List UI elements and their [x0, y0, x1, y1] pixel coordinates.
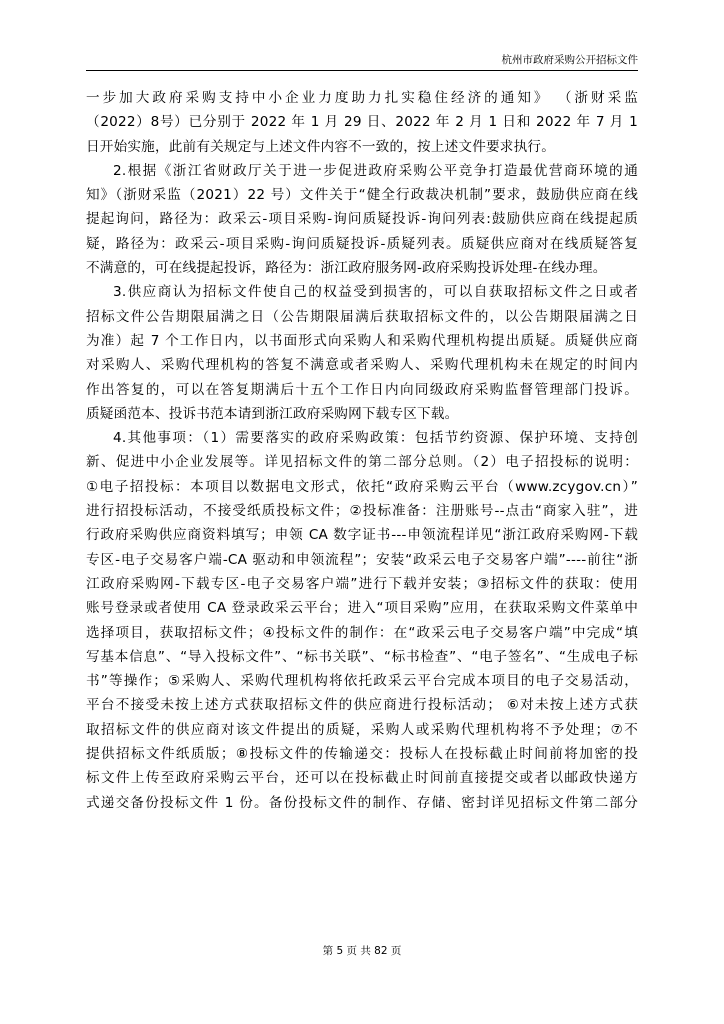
- text-line: （2022）8号）已分别于 2022 年 1 月 29 日、2022 年 2 月 1 日和 2022 年 7 月 1: [86, 114, 638, 131]
- text-line: 新、促进中小企业发展等。详见招标文件的第二部分总则。（2）电子招投标的说明：: [86, 454, 638, 471]
- text-line: 平台不接受未按上述方式获取招标文件的供应商进行投标活动； ⑥对未按上述方式获: [86, 697, 638, 714]
- body-text: [86, 86, 638, 815]
- text-line: 江政府采购网-下载专区-电子交易客户端”进行下载并安装；③招标文件的获取：使用: [86, 575, 638, 592]
- text-line: ①电子招投标：本项目以数据电文形式，依托“政府采购云平台（www.zcygov.cn）”: [86, 478, 638, 495]
- text-line: 写基本信息”、“导入投标文件”、“标书关联”、“标书检查”、“电子签名”、“生成电子标: [86, 648, 638, 665]
- text-line: 不满意的，可在线提起投诉，路径为：浙江政府服务网-政府采购投诉处理-在线办理。: [86, 260, 607, 277]
- text-line: 作出答复的，可以在答复期满后十五个工作日内向同级政府采购监督管理部门投诉。: [86, 381, 638, 398]
- text-line: 3.供应商认为招标文件使自己的权益受到损害的，可以自获取招标文件之日或者: [113, 284, 638, 301]
- text-line: 为准）起 7 个工作日内，以书面形式向采购人和采购代理机构提出质疑。质疑供应商: [86, 332, 638, 349]
- text-line: 提起询问，路径为：政采云-项目采购-询问质疑投诉-询问列表:鼓励供应商在线提起质: [86, 211, 638, 228]
- text-line: 取招标文件的供应商对该文件提出的质疑，采购人或采购代理机构将不予处理；⑦不: [86, 721, 638, 738]
- page-header-title: 杭州市政府采购公开招标文件: [501, 54, 638, 66]
- text-line: 式递交备份投标文件 1 份。备份投标文件的制作、存储、密封详见招标文件第二部分: [86, 794, 638, 811]
- text-line: 书”等操作；⑤采购人、采购代理机构将依托政采云平台完成本项目的电子交易活动，: [86, 673, 638, 690]
- text-line: 专区-电子交易客户端-CA 驱动和申领流程”；安装“政采云电子交易客户端”----前往“浙: [86, 551, 638, 568]
- text-line: 招标文件公告期限届满之日（公告期限届满后获取招标文件的，以公告期限届满之日: [86, 308, 638, 325]
- text-line: 4.其他事项：（1）需要落实的政府采购政策：包括节约资源、保护环境、支持创: [113, 430, 638, 447]
- text-line: 质疑函范本、投诉书范本请到浙江政府采购网下载专区下载。: [86, 405, 459, 422]
- page-number: 第 5 页 共 82 页: [322, 945, 402, 957]
- text-line: 选择项目，获取招标文件；④投标文件的制作：在“政采云电子交易客户端”中完成“填: [86, 624, 638, 641]
- text-line: 知》（浙财采监（2021）22 号）文件关于“健全行政裁决机制”要求，鼓励供应商在线: [86, 187, 638, 204]
- text-line: 进行招投标活动，不接受纸质投标文件；②投标准备：注册账号--点击“商家入驻”，进: [86, 503, 638, 520]
- text-line: 提供招标文件纸质版；⑧投标文件的传输递交：投标人在投标截止时间前将加密的投: [86, 746, 638, 763]
- header-divider: [86, 70, 638, 71]
- text-line: 标文件上传至政府采购云平台，还可以在投标截止时间前直接提交或者以邮政快递方: [86, 770, 638, 787]
- text-line: 2.根据《浙江省财政厅关于进一步促进政府采购公平竞争打造最优营商环境的通: [113, 162, 638, 179]
- text-line: 对采购人、采购代理机构的答复不满意或者采购人、采购代理机构未在规定的时间内: [86, 357, 638, 374]
- text-line: 一步加大政府采购支持中小企业力度助力扎实稳住经济的通知》 （浙财采监: [86, 90, 638, 106]
- text-line: 疑，路径为：政采云-项目采购-询问质疑投诉-质疑列表。质疑供应商对在线质疑答复: [86, 235, 638, 252]
- text-line: 账号登录或者使用 CA 登录政采云平台；进入“项目采购”应用，在获取采购文件菜单中: [86, 600, 638, 617]
- text-line: 日开始实施，此前有关规定与上述文件内容不一致的，按上述文件要求执行。: [86, 138, 555, 155]
- text-line: 行政府采购供应商资料填写；申领 CA 数字证书---申领流程详见“浙江政府采购网-下载: [86, 527, 638, 544]
